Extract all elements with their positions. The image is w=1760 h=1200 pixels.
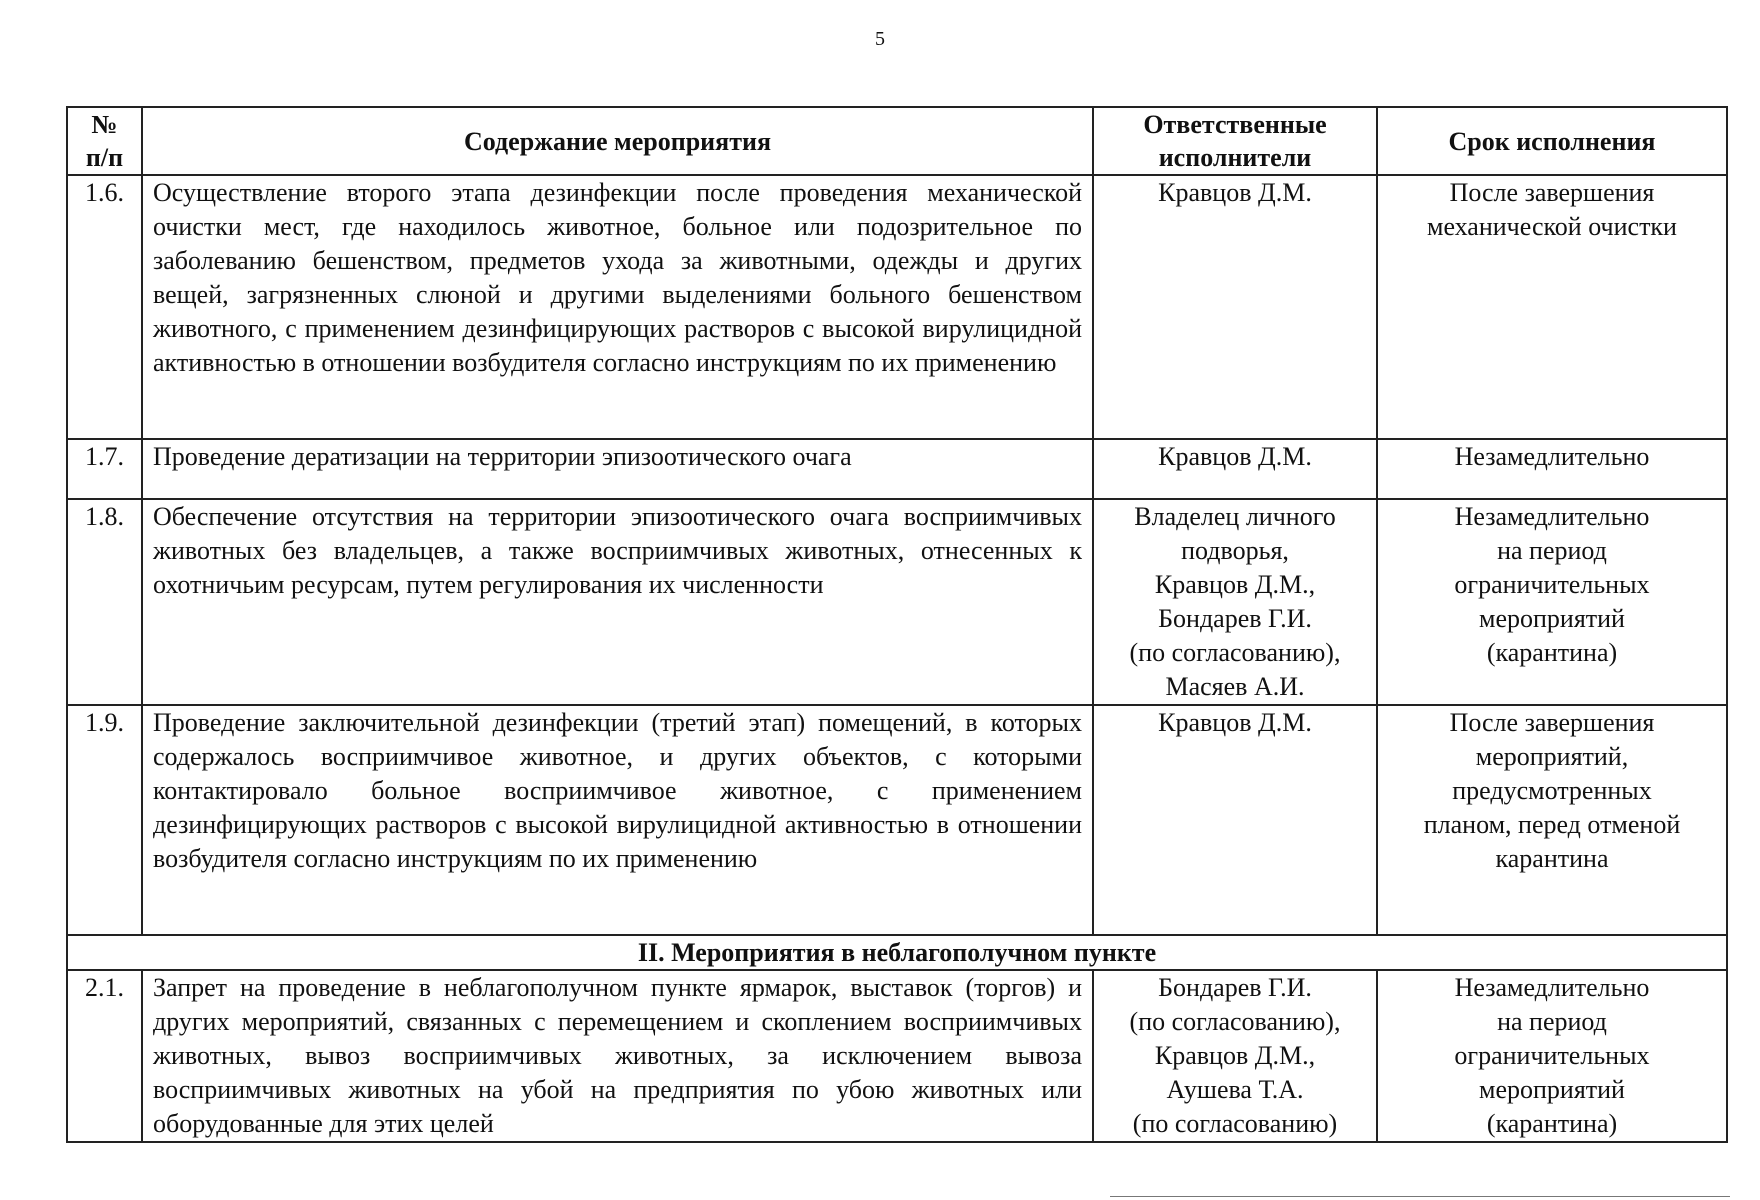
page-number: 5 bbox=[875, 28, 885, 50]
row-responsible bbox=[1093, 970, 1377, 1142]
responsible-line: Кравцов Д.М. bbox=[1158, 178, 1312, 207]
term-line: на период bbox=[1497, 1007, 1607, 1036]
responsible-line: Бондарев Г.И. bbox=[1158, 973, 1312, 1002]
footer-rule bbox=[1110, 1196, 1730, 1197]
responsible-line: Бондарев Г.И. bbox=[1158, 604, 1312, 633]
responsible-line: (по согласованию), bbox=[1129, 638, 1341, 667]
responsible-line: (по согласованию), bbox=[1129, 1007, 1341, 1036]
plan-table bbox=[66, 106, 1728, 1143]
row-term bbox=[1377, 499, 1727, 705]
row-responsible bbox=[1093, 175, 1377, 439]
term-line: (карантина) bbox=[1486, 638, 1618, 667]
table-row bbox=[67, 439, 1727, 499]
term-line: Незамедлительно bbox=[1454, 973, 1650, 1002]
header-num: № п/п bbox=[67, 107, 142, 175]
header-term: Срок исполнения bbox=[1377, 107, 1727, 175]
term-line: Незамедлительно bbox=[1454, 502, 1650, 531]
responsible-line: подворья, bbox=[1181, 536, 1289, 565]
row-num: 1.8. bbox=[67, 499, 142, 705]
header-content: Содержание мероприятия bbox=[142, 107, 1093, 175]
table-row bbox=[67, 705, 1727, 935]
term-line: мероприятий, bbox=[1475, 742, 1629, 771]
row-content: Обеспечение отсутствия на территории эпизоотического очага восприимчивых животных без владельцев, а также восприимчивых животных, отнесенных к охотничьим ресурсам, путем регулирования их численности bbox=[142, 499, 1093, 705]
term-line: предусмотренных bbox=[1452, 776, 1652, 805]
row-term bbox=[1377, 175, 1727, 439]
responsible-line: Аушева Т.А. bbox=[1166, 1075, 1304, 1104]
table-header-row bbox=[67, 107, 1727, 175]
responsible-line: Кравцов Д.М. bbox=[1158, 708, 1312, 737]
header-responsible: Ответственные исполнители bbox=[1093, 107, 1377, 175]
term-line: на период bbox=[1497, 536, 1607, 565]
row-num: 2.1. bbox=[67, 970, 142, 1142]
row-content: Осуществление второго этапа дезинфекции после проведения механической очистки мест, где находилось животное, больное или подозрительное по заболеванию бешенством, предметов ухода за животными, одежды и других вещей, загрязненных слюной и другими выделениями больного бешенством животного, с применением дезинфицирующих растворов с высокой вирулицидной активностью в отношении возбудителя согласно инструкциям по их применению bbox=[142, 175, 1093, 439]
term-line: После завершения bbox=[1449, 708, 1655, 737]
row-responsible bbox=[1093, 705, 1377, 935]
responsible-line: Кравцов Д.М., bbox=[1154, 570, 1316, 599]
table-row bbox=[67, 175, 1727, 439]
section-title: II. Мероприятия в неблагополучном пункте bbox=[67, 935, 1727, 970]
row-content: Запрет на проведение в неблагополучном пункте ярмарок, выставок (торгов) и других мероприятий, связанных с перемещением и скоплением восприимчивых животных, вывоз восприимчивых животных, за исключением вывоза восприимчивых животных на убой на предприятия по убою животных или оборудованные для этих целей bbox=[142, 970, 1093, 1142]
row-content: Проведение дератизации на территории эпизоотического очага bbox=[142, 439, 1093, 499]
responsible-line: Кравцов Д.М. bbox=[1158, 442, 1312, 471]
responsible-line: Кравцов Д.М., bbox=[1154, 1041, 1316, 1070]
row-num: 1.6. bbox=[67, 175, 142, 439]
section-row bbox=[67, 935, 1727, 970]
term-line: ограничительных bbox=[1454, 1041, 1650, 1070]
row-content: Проведение заключительной дезинфекции (третий этап) помещений, в которых содержалось восприимчивое животное, и других объектов, с которыми контактировало больное восприимчивое животное, с применением дезинфицирующих растворов с высокой вирулицидной активностью в отношении возбудителя согласно инструкциям по их применению bbox=[142, 705, 1093, 935]
term-line: После завершения bbox=[1449, 178, 1655, 207]
term-line: механической очистки bbox=[1427, 212, 1677, 241]
term-line: Незамедлительно bbox=[1454, 442, 1650, 471]
responsible-line: Масяев А.И. bbox=[1165, 672, 1305, 701]
row-term bbox=[1377, 705, 1727, 935]
responsible-line: (по согласованию) bbox=[1132, 1109, 1338, 1138]
term-line: мероприятий bbox=[1479, 604, 1625, 633]
term-line: ограничительных bbox=[1454, 570, 1650, 599]
row-num: 1.9. bbox=[67, 705, 142, 935]
row-num: 1.7. bbox=[67, 439, 142, 499]
row-responsible bbox=[1093, 439, 1377, 499]
responsible-line: Владелец личного bbox=[1134, 502, 1336, 531]
row-term bbox=[1377, 439, 1727, 499]
table-row bbox=[67, 970, 1727, 1142]
term-line: (карантина) bbox=[1486, 1109, 1618, 1138]
term-line: планом, перед отменой bbox=[1423, 810, 1681, 839]
row-responsible bbox=[1093, 499, 1377, 705]
term-line: карантина bbox=[1495, 844, 1609, 873]
row-term bbox=[1377, 970, 1727, 1142]
term-line: мероприятий bbox=[1479, 1075, 1625, 1104]
table-row bbox=[67, 499, 1727, 705]
